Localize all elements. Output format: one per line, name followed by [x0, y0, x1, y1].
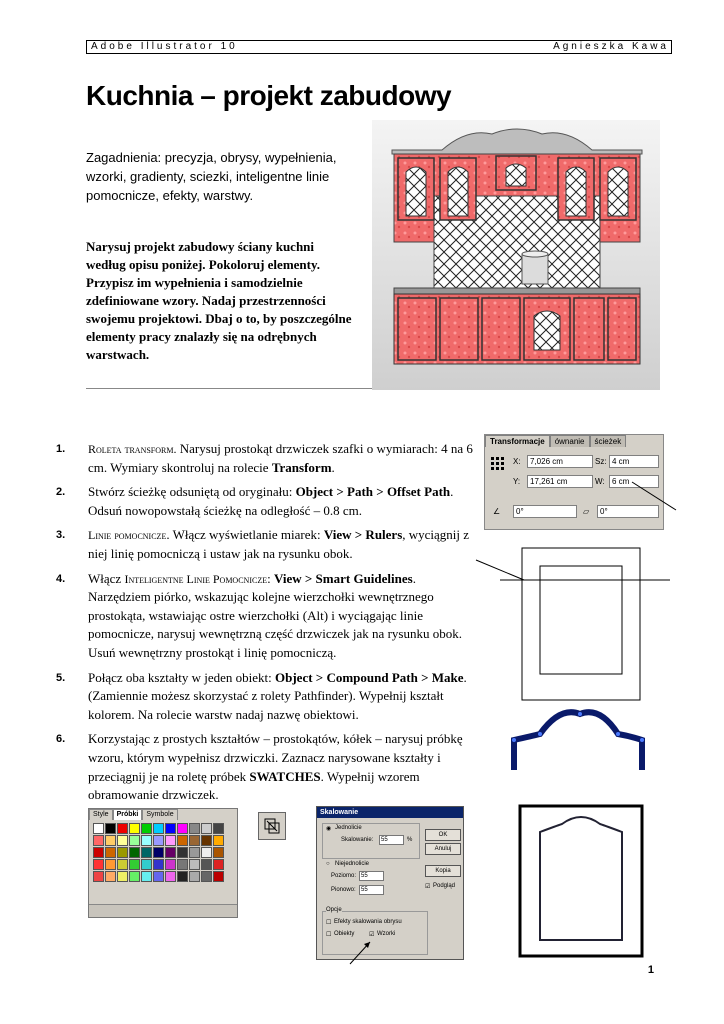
step-bold: Object > Path > Offset Path	[295, 484, 451, 500]
swatch[interactable]	[141, 871, 152, 882]
header-right: Agnieszka Kawa	[553, 41, 669, 52]
swatch[interactable]	[165, 823, 176, 834]
swatch[interactable]	[189, 847, 200, 858]
opt1-checkbox[interactable]: ☐	[326, 920, 332, 926]
step-bold: View > Rulers	[323, 527, 403, 543]
pointer-arrow-3	[348, 936, 378, 966]
scale-label: Skalowanie:	[341, 837, 374, 843]
step-lead: Roleta transform.	[88, 442, 177, 456]
width-field[interactable]: 4 cm	[609, 455, 659, 468]
pointer-arrow-1	[632, 482, 676, 510]
cancel-button[interactable]: Anuluj	[425, 843, 461, 855]
door-inner	[540, 817, 622, 940]
swatch[interactable]	[165, 835, 176, 846]
step-lead: Linie pomocnicze	[88, 528, 167, 543]
step-tail: . Wypełnij wzorem obramowanie drzwiczek.	[88, 768, 420, 803]
swatch[interactable]	[141, 847, 152, 858]
header-left: Adobe Illustrator 10	[91, 41, 238, 52]
swatch[interactable]	[189, 835, 200, 846]
swatch[interactable]	[189, 823, 200, 834]
tab-symbols[interactable]: Symbole	[142, 809, 177, 820]
swatch[interactable]	[105, 859, 116, 870]
swatch[interactable]	[165, 871, 176, 882]
step-text: Połącz oba kształty w jeden obiekt:	[88, 669, 276, 685]
uniform-radio[interactable]: ◉	[326, 826, 332, 832]
swatch[interactable]	[93, 835, 104, 846]
step-text: Włącz	[88, 570, 125, 586]
swatch[interactable]	[177, 847, 188, 858]
horizontal-field[interactable]: 55	[359, 871, 384, 881]
step-1	[56, 440, 476, 477]
opt2-label: Obiekty	[334, 931, 355, 937]
inner-rect	[540, 566, 622, 674]
preview-label: Podgląd	[433, 883, 456, 889]
tab-align[interactable]: ównanie	[550, 435, 590, 447]
y-field[interactable]: 17,261 cm	[527, 475, 593, 488]
y-label: Y:	[513, 477, 521, 486]
kitchen-illustration	[372, 120, 660, 390]
swatch[interactable]	[213, 847, 224, 858]
swatch[interactable]	[213, 859, 224, 870]
copy-button[interactable]: Kopia	[425, 865, 461, 877]
rotate-icon: ∠	[493, 507, 501, 516]
swatch[interactable]	[93, 847, 104, 858]
step-text: Korzystając z prostych kształtów – prostokątów, kółek – narysuj próbkę wzoru, którym wypełnisz drzwiczki. Zaznacz narysowane kształty i przeciągnij je na roletę próbek	[88, 731, 463, 784]
swatch[interactable]	[129, 859, 140, 870]
step-number: 6.	[56, 733, 66, 746]
swatch[interactable]	[105, 823, 116, 834]
swatch[interactable]	[177, 871, 188, 882]
intro-text: Narysuj projekt zabudowy ściany kuchni według opisu poniżej. Pokoloruj elementy. Przypisz im wypełnienia i samodzielnie zdefiniowane wzory. Nadaj przestrzenności swojemu projektowi. Dbaj o to, by poszczególne elementy pracy znalazły się na odrębnych warstwach.	[86, 239, 352, 362]
swatch[interactable]	[117, 859, 128, 870]
step-number: 1.	[56, 443, 66, 455]
pointer-arrow-2	[476, 560, 524, 580]
page-number: 1	[647, 964, 654, 976]
nonuniform-radio[interactable]: ○	[326, 861, 330, 867]
tab-swatches[interactable]: Próbki	[113, 809, 143, 820]
swatch[interactable]	[189, 859, 200, 870]
uniform-label: Jednolicie	[335, 825, 362, 831]
steps-list	[56, 440, 476, 811]
swatch[interactable]	[153, 847, 164, 858]
swatch[interactable]	[153, 871, 164, 882]
vertical-label: Pionowo:	[331, 887, 356, 893]
swatch[interactable]	[201, 859, 212, 870]
step-bold: SWATCHES	[249, 768, 321, 784]
percent: %	[407, 837, 413, 843]
arch-path	[514, 712, 642, 770]
step-text: Narysuj prostokąt drzwiczek szafki o wymiarach: 4 na 6 cm. Wymiary skontroluj na rolecie	[88, 441, 473, 475]
swatch[interactable]	[117, 847, 128, 858]
rotate-field[interactable]: 0°	[513, 505, 577, 518]
tab-transform[interactable]: Transformacje	[485, 435, 550, 447]
swatch[interactable]	[165, 859, 176, 870]
horizontal-label: Poziomo:	[331, 873, 357, 879]
height-field[interactable]: 6 cm	[609, 475, 659, 488]
divider	[86, 388, 374, 389]
step-tail: , wyciągnij z niej linię pomocniczą i ustaw jak na rysunku obok.	[88, 527, 470, 561]
step-4	[56, 570, 476, 663]
swatch[interactable]	[117, 823, 128, 834]
swatch[interactable]	[201, 823, 212, 834]
swatch[interactable]	[117, 835, 128, 846]
running-header	[86, 40, 672, 54]
step-tail: . (Zamiennie możesz skorzystać z rolety Pathfinder). Wypełnij kształt kolorem. Na rolecie warstw nadaj nazwę obiektowi.	[88, 669, 467, 722]
swatch[interactable]	[189, 871, 200, 882]
page-title: Kuchnia – projekt zabudowy	[86, 80, 452, 111]
step-number: 5.	[56, 671, 66, 684]
step-number: 2.	[56, 486, 66, 499]
swatch[interactable]	[105, 871, 116, 882]
swatch[interactable]	[165, 847, 176, 858]
swatch[interactable]	[153, 823, 164, 834]
swatch[interactable]	[105, 847, 116, 858]
vertical-field[interactable]: 55	[359, 885, 384, 895]
shear-icon: ▱	[583, 507, 590, 516]
options-label: Opcje	[326, 907, 342, 913]
swatch[interactable]	[105, 835, 116, 846]
scale-field[interactable]: 55	[379, 835, 404, 845]
ok-button[interactable]: OK	[425, 829, 461, 841]
swatch[interactable]	[141, 859, 152, 870]
door-frame	[520, 806, 642, 956]
swatch[interactable]	[201, 871, 212, 882]
step-number: 3.	[56, 529, 66, 542]
step-tail: . Odsuń nowopowstałą ścieżkę na odległość – 0.8 cm.	[88, 484, 454, 518]
x-label: X:	[513, 457, 521, 466]
opt2-checkbox[interactable]: ☐	[326, 932, 332, 938]
swatch[interactable]	[177, 823, 188, 834]
step-text: Stwórz ścieżkę odsuniętą od oryginału:	[88, 484, 296, 500]
swatch[interactable]	[177, 859, 188, 870]
step-text: :	[267, 570, 274, 586]
step-tail: .	[331, 459, 335, 475]
step-tail: . Narzędziem piórko, wskazując kolejne wierzchołki wewnętrznego prostokąta, wstawiając ostre wierzchołki (Alt) i wyciągając linie pomocnicze, narysuj wewnętrzną część drzwiczek jak na rysunku obok. Usuń wewnętrzny prostokąt i linię pomocniczą.	[88, 570, 462, 660]
step-2	[56, 483, 476, 520]
swatch[interactable]	[213, 823, 224, 834]
swatch[interactable]	[153, 859, 164, 870]
x-field[interactable]: 7,026 cm	[527, 455, 593, 468]
opt3-checkbox[interactable]: ☑	[369, 932, 375, 938]
step-number: 4.	[56, 572, 66, 585]
step-5	[56, 669, 476, 725]
swatch[interactable]	[213, 871, 224, 882]
swatch[interactable]	[93, 871, 104, 882]
step-text: . Włącz wyświetlanie miarek:	[166, 527, 324, 543]
scale-dialog	[316, 806, 464, 960]
swatch[interactable]	[129, 823, 140, 834]
swatch[interactable]	[153, 835, 164, 846]
swatch[interactable]	[201, 835, 212, 846]
door-figures	[470, 470, 724, 970]
step-6	[56, 730, 476, 804]
topics-text: Zagadnienia: precyzja, obrysy, wypełnienia, wzorki, gradienty, sciezki, inteligentne linie pomocnicze, efekty, warstwy.	[86, 150, 337, 203]
step-lead: Inteligentne Linie Pomocnicze	[124, 571, 268, 586]
swatch[interactable]	[117, 871, 128, 882]
height-label: W:	[595, 477, 605, 486]
swatch[interactable]	[129, 835, 140, 846]
nonuniform-label: Niejednolicie	[335, 861, 370, 867]
swatch[interactable]	[177, 835, 188, 846]
opt3-label: Wzorki	[377, 931, 396, 937]
width-label: Sz:	[595, 457, 607, 466]
tab-pathfinder[interactable]: ścieżek	[590, 435, 627, 447]
swatch[interactable]	[201, 847, 212, 858]
swatch[interactable]	[213, 835, 224, 846]
swatches-panel	[88, 808, 238, 918]
preview-checkbox[interactable]: ☑	[425, 884, 431, 890]
step-3	[56, 526, 476, 563]
tab-styles[interactable]: Style	[89, 809, 113, 820]
step-bold: Object > Compound Path > Make	[275, 669, 464, 685]
scale-tool-icon[interactable]	[258, 812, 286, 840]
dialog-title: Skalowanie	[317, 807, 463, 818]
opt1-label: Efekty skalowania obrysu	[334, 919, 402, 925]
step-bold: View > Smart Guidelines	[273, 570, 413, 586]
swatch[interactable]	[93, 823, 104, 834]
swatch[interactable]	[141, 835, 152, 846]
swatch[interactable]	[93, 859, 104, 870]
reference-point-icon[interactable]	[491, 457, 505, 471]
shear-field[interactable]: 0°	[597, 505, 659, 518]
swatch[interactable]	[129, 847, 140, 858]
swatch[interactable]	[129, 871, 140, 882]
step-bold: Transform	[271, 459, 332, 475]
swatch-grid	[93, 823, 231, 882]
swatch[interactable]	[141, 823, 152, 834]
swatch-toolbar	[89, 904, 237, 917]
